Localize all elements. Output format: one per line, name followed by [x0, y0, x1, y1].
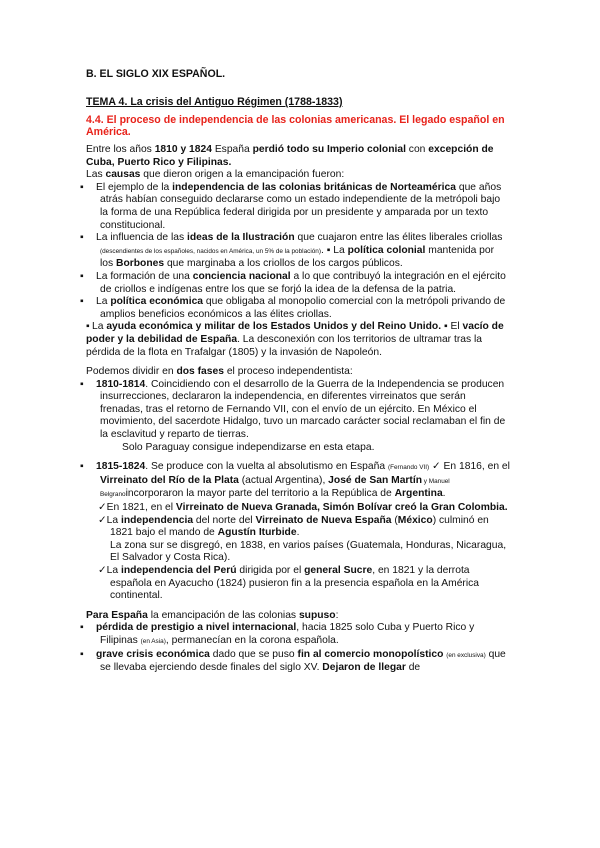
consequence-2-note: (en exclusiva) [446, 651, 486, 659]
phase-2-bold-3: Argentina [394, 488, 443, 500]
check-3-bold-2: general Sucre [304, 565, 373, 576]
consequence-1-text-2: , permanecían en la corona española. [165, 634, 339, 646]
bullet-icon: ▪ [80, 296, 84, 308]
consequence-1-text-1: , hacia 1825 solo Cuba y Puerto Rico y Filipinas [100, 622, 475, 646]
check-3-text-2: dirigida por el [236, 565, 305, 576]
cause-3-text-1: La formación de una [96, 270, 193, 282]
cause-2-note: (descendientes de los españoles, nacidos en América, un 5% de la población) [100, 247, 321, 255]
causes-text-2: que dieron origen a la emancipación fueron: [140, 169, 345, 181]
document-body [80, 144, 510, 675]
cause-5-text-1: La [92, 321, 107, 333]
phase-2-text-1: . Se produce con la vuelta al absolutismo en España [145, 461, 388, 473]
cause-1-bold: independencia de las colonias británicas de Norteamérica [172, 181, 456, 193]
phase-2-note-1: (Fernando VII) [387, 464, 430, 472]
spain-bold-2: supuso [298, 609, 336, 621]
check-3-text-3: , en 1821 y la derrota española en Ayacucho (1824) pusieron fin a la presencia española en la América continental. [110, 565, 480, 602]
bullet-icon: ▪ [80, 622, 84, 634]
bullet-icon: ▪ [80, 648, 84, 660]
consequence-item-1 [80, 622, 510, 648]
consequence-item-2 [80, 648, 510, 675]
cause-5-text-3: El [447, 321, 463, 333]
check-1-text: En 1821, en el [106, 502, 176, 514]
check-icon: ✓ [432, 461, 441, 473]
cause-2-text-2: que cuajaron entre las élites liberales criollas [294, 232, 503, 244]
cause-5-bold-2: vacío de poder y la debilidad de España [86, 321, 504, 345]
consequence-1-note: (en Asia) [140, 637, 166, 645]
cause-1-text-1: El ejemplo de la [96, 181, 173, 193]
consequence-2-text-1: dado que se puso [209, 648, 298, 660]
consequence-2-text-3: que se llevaba ejerciendo desde finales del siglo XV. [100, 648, 506, 674]
bullet-icon: ▪ [80, 232, 84, 244]
intro-paragraph [86, 144, 510, 169]
cause-2-text-3: . [320, 244, 327, 256]
phase-2-text-3: (actual Argentina), [238, 474, 329, 486]
cause-5-bold-1: ayuda económica y militar de los Estados Unidos y del Reino Unido. [106, 321, 442, 333]
consequence-2-text-4: de [405, 662, 421, 674]
check-2-text-2: del norte del [193, 514, 256, 526]
causes-text-1: Las [86, 169, 106, 181]
cause-5-text-4: . La desconexión con los territorios de ultramar tras la pérdida de la flota en Trafalgar (1805) y la invasión de Napoleón. [86, 333, 483, 358]
consequence-2-bold-2: fin al comercio monopolístico [297, 648, 444, 660]
check-2-bold-4: Agustín Iturbide [217, 527, 297, 539]
spain-bold-1: Para España [86, 609, 148, 621]
subsection-title: 4.4. El proceso de independencia de las colonias americanas. El legado español en América. [86, 114, 505, 139]
check-2-text-5: . [296, 527, 300, 539]
consequence-1-bold: pérdida de prestigio a nivel internacional [96, 622, 297, 634]
phases-bold: dos fases [176, 366, 224, 378]
cause-3-bold: conciencia nacional [192, 270, 291, 282]
check-item-2 [86, 515, 510, 540]
cause-item-5 [86, 321, 510, 359]
cause-3-text-2: a lo que contribuyó la integración en el ejército de criollos e indígenas entre los que se forjó la idea de la defensa de la patria. [100, 270, 506, 295]
cause-2-bold-2: política colonial [347, 244, 426, 256]
intro-years: 1810 y 1824 [154, 144, 212, 155]
spain-text-2: : [335, 609, 339, 621]
section-title: B. EL SIGLO XIX ESPAÑOL. [86, 68, 226, 80]
check-2-text-4: ) culminó en 1821 bajo el mando de [110, 514, 489, 539]
cause-1-text-2: que años atrás habían conseguido declararse como un estado independiente de la metrópoli bajo la forma de una República federal dirigida por un presidente y amparada por un texto constitucional. [100, 181, 502, 231]
check-3-text-1: La [106, 565, 121, 576]
phase-2-bold-1: Virreinato del Río de la Plata [100, 474, 239, 486]
cause-2-text-5: mantenida por los [100, 244, 495, 270]
phase-2-bold-2: José de San Martín [328, 474, 423, 486]
check-3-bold-1: independencia del Perú [120, 565, 237, 576]
intro-lost-empire: perdió todo su Imperio colonial [252, 144, 406, 155]
phase-1-years: 1810-1814 [96, 378, 146, 390]
bullet-icon: ▪ [80, 270, 84, 282]
causes-intro [86, 169, 510, 182]
cause-2-text-1: La influencia de las [96, 232, 188, 244]
cause-2-bold-1: ideas de la Ilustración [187, 232, 295, 244]
intro-text-2: España [211, 144, 253, 155]
cause-4-text-1: La [96, 296, 111, 308]
bullet-icon: ▪ [443, 321, 448, 333]
check-2-bold-1: independencia [120, 514, 194, 526]
phase-2-years: 1815-1824 [96, 461, 146, 473]
intro-text-1: Entre los años [86, 144, 155, 155]
bullet-icon: ▪ [86, 321, 90, 333]
phase-2-note-2: y Manuel Belgrano [100, 477, 450, 499]
cause-item-2 [80, 232, 510, 271]
intro-text-3: con [405, 144, 429, 155]
spain-text-1: la emancipación de las colonias [147, 609, 299, 621]
phases-text-2: el proceso independentista: [223, 366, 353, 378]
cause-2-text-6: que marginaba a los criollos de los cargos públicos. [164, 258, 403, 270]
phase-item-2 [80, 461, 510, 502]
bullet-icon: ▪ [80, 181, 84, 193]
cause-2-text-4: La [330, 244, 348, 256]
intro-exception: excepción de Cuba, Puerto Rico y Filipinas. [86, 144, 494, 168]
bullet-icon: ▪ [80, 378, 84, 390]
spain-intro [86, 610, 510, 623]
check-1-bold: Virreinato de Nueva Granada, Simón Bolívar creó la Gran Colombia. [175, 502, 508, 514]
consequence-2-bold-1: grave crisis económica [96, 648, 210, 660]
bullet-icon: ▪ [80, 461, 84, 473]
cause-4-bold: política económica [110, 296, 204, 308]
cause-item-4 [80, 296, 510, 321]
check-icon: ✓ [98, 565, 107, 576]
consequence-2-bold-3: Dejaron de llegar [322, 662, 406, 674]
check-2-bold-2: Virreinato de Nueva España [255, 514, 392, 526]
phase-1-note: Solo Paraguay consigue independizarse en esta etapa. [122, 441, 375, 453]
phase-2-text-4: incorporaron la mayor parte del territorio a la República de [125, 488, 395, 500]
check-2-bold-3: México [397, 514, 433, 526]
phases-text-1: Podemos dividir en [86, 366, 177, 378]
bullet-icon: ▪ [326, 244, 331, 256]
check-item-3 [86, 565, 510, 603]
cause-4-text-2: que obligaba al monopolio comercial con la metrópoli privando de amplios beneficios económicos a las élites criollas. [100, 296, 506, 320]
check-2-continuation: La zona sur se disgregó, en 1838, en varios países (Guatemala, Honduras, Nicaragua, El Salvador y Costa Rica). [110, 539, 507, 564]
check-icon: ✓ [98, 502, 107, 514]
check-icon: ✓ [98, 514, 107, 526]
cause-item-1 [80, 181, 510, 232]
causes-word: causas [105, 169, 141, 181]
cause-item-3 [80, 270, 510, 296]
phase-2-text-2: En 1816, en el [440, 461, 510, 473]
check-item-1 [86, 502, 510, 515]
tema-title: TEMA 4. La crisis del Antiguo Régimen (1788-1833) [86, 96, 343, 108]
check-2-text-1: La [106, 514, 121, 526]
phase-item-1 [80, 378, 510, 442]
cause-2-bold-3: Borbones [116, 258, 165, 270]
check-2-text-3: ( [391, 514, 398, 526]
phase-1-text: . Coincidiendo con el desarrollo de la Guerra de la Independencia se producen insurrecciones, declararon la independencia, en diferentes virreinatos que serán frenadas, tras el retorno de Fernando VII, con el envío de un ejército. En México el movimiento, del sacerdote Hidalgo, tuvo un marcado carácter social reclamaban el fin de la esclavitud y reparto de tierras. [100, 378, 506, 441]
phases-intro [86, 366, 510, 379]
phase-2-text-5: . [442, 488, 446, 500]
